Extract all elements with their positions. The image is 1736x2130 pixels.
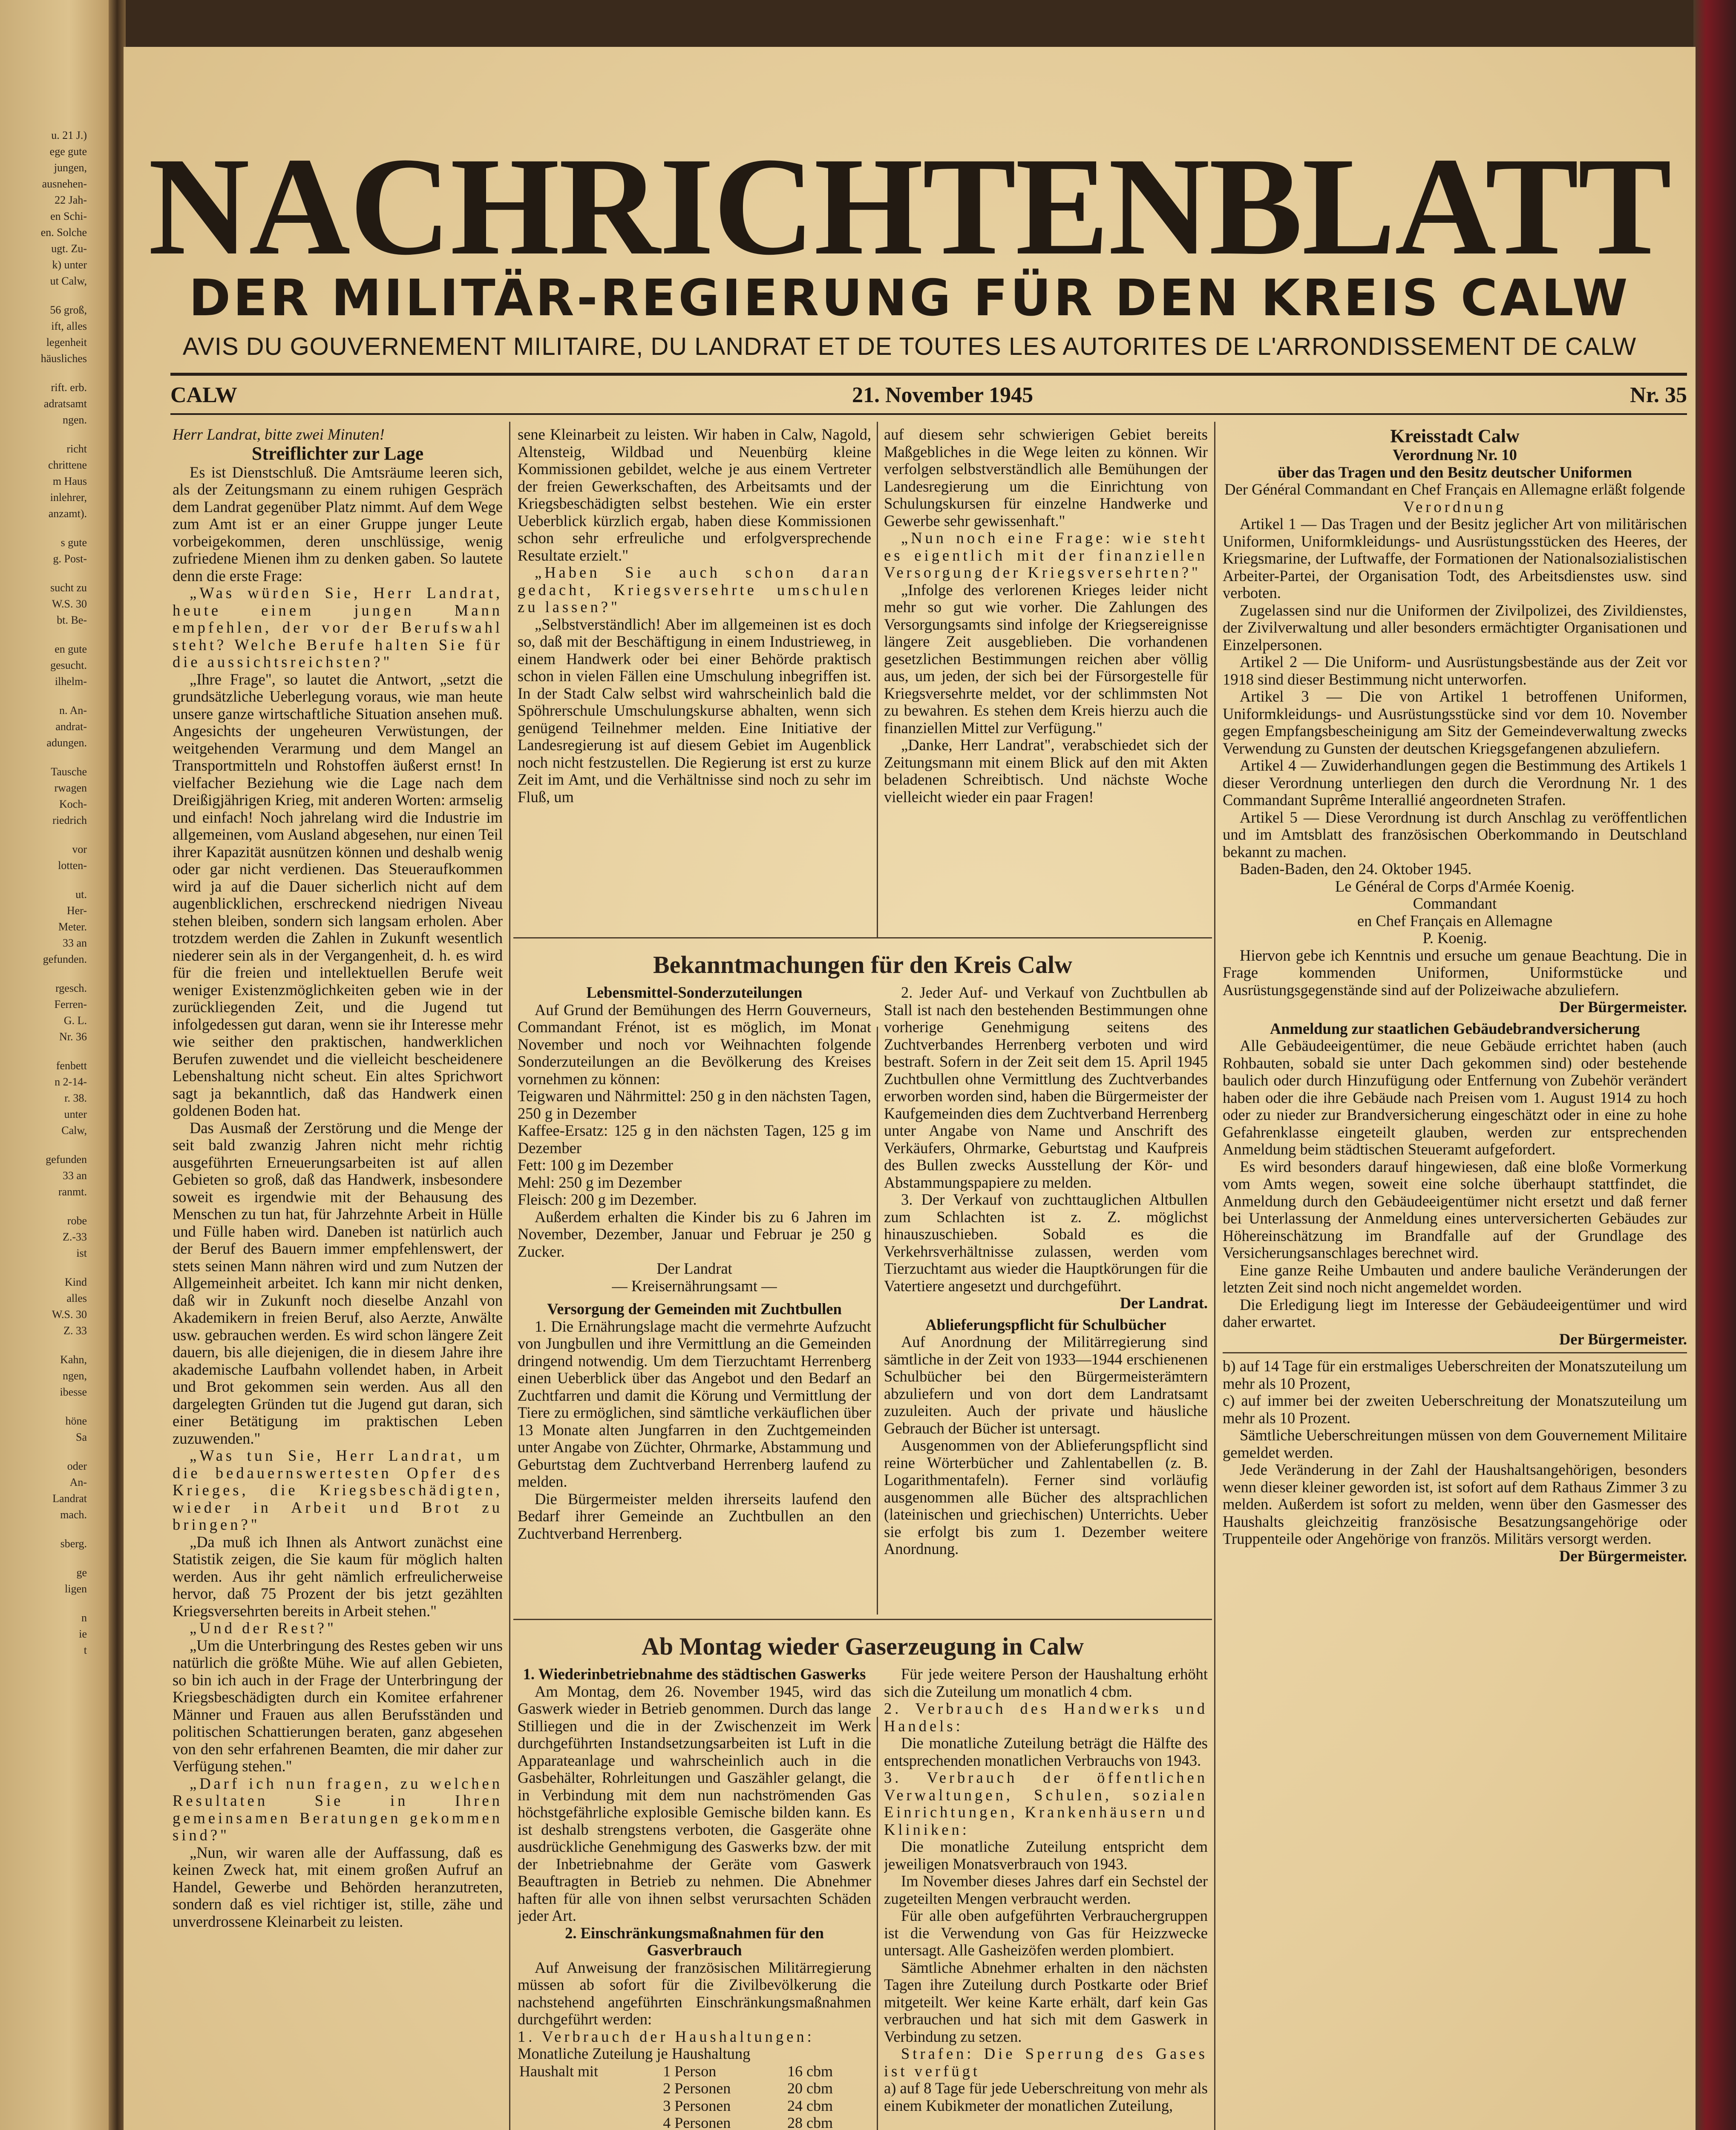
previous-page-fragment: Kahn,: [60, 1353, 87, 1366]
column-2-interview-cont: sene Kleinarbeit zu leisten. Wir haben in Calw, Nagold, Altensteig, Wildbad und Neuenbürg kleine Kommissionen gebildet, welche je aus einem Vertreter der freien Gewerkschaften, des Arbeitsamts und der Kriegsbeschädigten selbst bestehen. Wie ein erster Ueberblick kürzlich ergab, haben diese Kommissionen schon sehr erfreuliche und erfolgversprechende Resultate erzielt." „Haben Sie auch schon daran gedacht, Kriegsversehrte umschulen zu lassen?" „Selbstverständlich! Aber im allgemeinen ist es doch so, daß mit der Beschäftigung in einem Industrieweg, in einem Handwerk oder bei einer Behörde praktisch schon in vielen Fällen eine Umschulung inbegriffen ist. In der Stadt Calw selbst wird wahrscheinlich bald die Spöhrerschule Umschulungskurse abhalten, wenn sich genügend Teilnehmer melden. Eine Initiative der Landesregierung ist auf diesem Gebiet im Augenblick noch nicht festzustellen. Die Regierung ist erst zu kurze Zeit im Amt, und die Verhältnisse sind noch zu sehr im Fluß, um: [518, 426, 871, 806]
dateline-bottom-rule: [170, 413, 1687, 415]
column-3-notices: 2. Jeder Auf- und Verkauf von Zuchtbullen ab Stall ist nach den bestehenden Bestimmungen ohne vorherige Genehmigung seitens des Zuchtverbandes Herrenberg verboten und wird bestraft. Sofern in der Zeit seit dem 15. April 1945 Zuchtbullen ohne Vermittlung des Zuchtverbandes erworben worden sind, haben die Bürgermeister der Kaufgemeinden dies dem Zuchtverband Herrenberg unter Angabe von Name und Anschrift des Verkäufers, Ohrmarke, Geburtstag und Kaufpreis des Bullen zwecks Ausstellung der Kör- und Abstammungspapiere zu melden. 3. Der Verkauf von zuchttauglichen Altbullen zum Schlachten ist z. Z. möglichst hinauszuschieben. Sobald es die Verkehrsverhältnisse zulassen, werden vom Tierzuchtamt aus wieder die Hauptkörungen für die Vatertiere angesetzt und durchgeführt. Der Landrat. Ablieferungspflicht für Schulbücher Auf Anordnung der Militärregierung sind sämtliche in der Zeit von 1933—1944 erschienenen Schulbücher bei den Bürgermeisterämtern abzuliefern und von dort dem Landratsamt zuzuleiten. Auch der private und häusliche Gebrauch der Bücher ist untersagt. Ausgenommen von der Ablieferungspflicht sind reine Wörterbücher und Zahlentabellen (z. B. Logarithmentafeln). Ferner sind vorläufig ausgenommen alle Bücher des altsprachlichen (lateinischen und griechischen) Unterrichts. Ueber sie erfolgt bis zum 1. Dezember weitere Anordnung.: [884, 984, 1208, 1557]
previous-page-fragment: en. Solche: [40, 226, 87, 239]
previous-page-fragment: An-: [69, 1476, 87, 1488]
previous-page-fragment: G. L.: [63, 1014, 87, 1027]
previous-page-fragment: rift. erb.: [51, 381, 87, 394]
previous-page-fragment: n: [81, 1612, 87, 1624]
previous-page-fragment: gefunden: [46, 1153, 87, 1166]
previous-page-fragment: 33 an: [62, 937, 87, 949]
previous-page-fragment: jungen,: [54, 161, 87, 174]
previous-page-fragment: ranmt.: [58, 1186, 87, 1198]
previous-page-fragment: ngen.: [62, 414, 87, 426]
column-1-interview: Herr Landrat, bitte zwei Minuten! Streiflichter zur Lage Es ist Dienstschluß. Die Amtsräume leeren sich, als der Zeitungsmann zu einem ruhigen Gespräch dem Landrat gegenüber Platz nimmt. Auf dem Wege zum Amt ist er an einer Gruppe junger Leute vorbeigekommen, deren unschlüssige, wenig zufriedene Mienen ihm zu denken gaben. So lautete denn die erste Frage: „Was würden Sie, Herr Landrat, heute einem jungen Mann empfehlen, der vor der Berufswahl steht? Welche Berufe halten Sie für die aussichtsreichsten?" „Ihre Frage", so lautet die Antwort, „setzt die grundsätzliche Ueberlegung voraus, wie man heute unsere ganze wirtschaftliche Situation ansehen muß. Angesichts der ungeheuren Verwüstungen, der weitgehenden Verarmung und dem Mangel an Transportmitteln und Rohstoffen äußerst ernst! In vielfacher Beziehung wie die Lage nach dem Dreißigjährigen Krieg, mit anderen Worten: armselig und einfach! Noch jahrelang wird die Industrie im allgemeinen, vom Ausland abgesehen, nur einen Teil ihrer Kapazität ausnützen können und deshalb wenig oder gar nicht verdienen. Das Steueraufkommen wird ja auf die Dauer sicherlich nicht auf dem augenblicklichen, erschreckend niedrigen Niveau stehen bleiben, sondern sich langsam erholen. Aber trotzdem werden die Zahlen in Zukunft wesentlich niederer sein als in der Vergangenheit, d. h. es wird für die freien und intellektuellen Berufe weit weniger Existenzmöglichkeiten geben wie in der zurückliegenden Zeit, und die Jugend tut infolgedessen gut daran, wenn sie ihr Interesse mehr wie seither den praktischen, handwerklichen Berufen zuwendet und die vielleicht bescheidenere Lebenshaltung nicht scheut. Ein altes Sprichwort sagt ja bekanntlich, daß das Handwerk einen goldenen Boden hat. Das Ausmaß der Zerstörung und die Menge der seit bald zwanzig Jahren nicht mehr richtig ausgeführten Erneuerungsarbeiten ist auf allen Gebieten so groß, daß das Handwerk, insbesondere soweit es irgendwie mit der Behausung des Menschen zu tun hat, für Jahrzehnte Arbeit in Hülle und Fülle haben wird. Daneben ist natürlich auch der Beruf des Bauern immer empfehlenswert, der stets seinen Mann nähren wird und zum Nutzen der Allgemeinheit arbeitet. Ich kann mir nicht denken, daß wir in Zukunft noch dieselbe Anzahl von Akademikern in freien Beruf, also Aerzte, Anwälte usw. gebrauchen werden. Es wird schon längere Zeit dauern, bis alle diejenigen, die in diesem Jahre ihre akademische Laufbahn vollendet haben, in Arbeit und Brot gekommen sein werden. Aus all den dargelegten Gründen tut die Jugend gut daran, sich einer Betätigung im praktischen Leben zuzuwenden." „Was tun Sie, Herr Landrat, um die bedauernswertesten Opfer des Krieges, die Kriegsbeschädigten, wieder in Arbeit und Brot zu bringen?" „Da muß ich Ihnen als Antwort zunächst eine Statistik zeigen, die Sie kaum für möglich halten werden. Aus ihr geht nämlich erfreulicherweise hervor, daß 75 Prozent der bis jetzt gezählten Kriegsversehrten bereits in Arbeit stehen." „Und der Rest?" „Um die Unterbringung des Restes geben wir uns natürlich die größte Mühe. Wie auf allen Gebieten, so bin ich auch in der Frage der Unterbringung der Kriegsbeschädigten durch ein Komitee erfahrener Männer und Frauen aus allen Berufsständen und politischen Schattierungen beraten, ganz abgesehen von den sehr erfahrenen Beamten, die mir daher zur Verfügung stehen." „Darf ich nun fragen, zu welchen Resultaten Sie in Ihren gemeinsamen Beratungen gekommen sind?" „Nun, wir waren alle der Auffassung, daß es keinen Zweck hat, mit einem großen Aufruf an Handel, Gewerbe und Behörden heranzutreten, sondern daß es viel richtiger ist, stille, zähe und unverdrossene Kleinarbeit zu leisten.: [173, 426, 503, 1930]
previous-page-fragment: ilhelm-: [55, 675, 87, 688]
previous-page-fragment: W.S. 30: [52, 598, 87, 610]
section-rule-gas: [513, 1619, 1212, 1620]
previous-page-fragment: ngen,: [62, 1370, 87, 1382]
previous-page-fragment: k) unter: [52, 259, 87, 271]
previous-page-fragment: rgesch.: [55, 982, 87, 994]
previous-page-fragment: unter: [64, 1108, 87, 1120]
previous-page-fragment: sberg.: [60, 1537, 87, 1550]
previous-page-fragment: oder: [67, 1460, 87, 1472]
previous-page-strip: [0, 0, 115, 2130]
previous-page-fragment: W.S. 30: [52, 1308, 87, 1321]
dateline: [170, 375, 1687, 413]
previous-page-fragment: n 2-14-: [55, 1076, 87, 1088]
previous-page-fragment: ift, alles: [51, 320, 87, 332]
previous-page-fragment: Kind: [65, 1276, 87, 1288]
previous-page-fragment: en gute: [55, 643, 87, 655]
previous-page-fragment: Calw,: [61, 1124, 87, 1137]
column-rule-2-bottom: [877, 1717, 878, 2130]
previous-page-fragment: Ferren-: [54, 998, 87, 1010]
previous-page-fragment: Sa: [76, 1431, 87, 1443]
previous-page-fragment: t: [83, 1644, 87, 1656]
previous-page-fragment: r. 38.: [64, 1092, 87, 1104]
section-rule-bekanntmachungen: [513, 937, 1212, 938]
previous-page-fragment: ge: [76, 1566, 87, 1579]
previous-page-fragment: sucht zu: [50, 581, 87, 594]
previous-page-fragment: Nr. 36: [59, 1030, 87, 1043]
column-rule-2-mid: [877, 1027, 878, 1615]
previous-page-fragment: robe: [67, 1215, 87, 1227]
previous-page-fragment: bt. Be-: [57, 614, 87, 626]
previous-page-fragment: gesucht.: [50, 659, 87, 671]
previous-page-fragment: ie: [79, 1628, 87, 1640]
heading-lebensmittel: Lebensmittel-Sonderzuteilungen: [586, 984, 803, 1001]
previous-page-fragment: höne: [65, 1415, 87, 1427]
previous-page-fragment: Koch-: [59, 798, 87, 810]
dateline-number: Nr. 35: [1630, 383, 1687, 407]
previous-page-fragment: häusliches: [40, 352, 87, 365]
previous-page-fragment: anzamt).: [48, 507, 87, 520]
heading-kreisstadt: Kreisstadt Calw: [1390, 426, 1520, 446]
dateline-date: 21. November 1945: [852, 383, 1034, 407]
previous-page-fragment: Z. 33: [63, 1324, 87, 1337]
previous-page-fragment: Tausche: [51, 766, 87, 778]
previous-page-fragment: andrat-: [55, 720, 87, 733]
previous-page-fragment: riedrich: [52, 814, 87, 826]
masthead-title: NACHRICHTENBLATT: [148, 129, 1671, 284]
previous-page-fragment: adratsamt: [43, 397, 87, 410]
previous-page-fragment: en Schi-: [50, 210, 87, 222]
section-heading-gas: Ab Montag wieder Gaserzeugung in Calw: [641, 1632, 1084, 1660]
section-heading-bekanntmachungen: Bekanntmachungen für den Kreis Calw: [653, 951, 1072, 979]
previous-page-fragment: 22 Jah-: [55, 194, 87, 206]
previous-page-fragment: Her-: [66, 904, 87, 917]
book-gutter: [109, 0, 126, 2130]
previous-page-fragment: adungen.: [46, 737, 87, 749]
previous-page-fragment: Landrat: [52, 1492, 87, 1505]
masthead-avis: AVIS DU GOUVERNEMENT MILITAIRE, DU LANDRAT ET DE TOUTES LES AUTORITES DE L'ARRONDISSEMENT DE CALW: [182, 333, 1637, 360]
column-3-gas: Für jede weitere Person der Haushaltung erhöht sich die Zuteilung um monatlich 4 cbm. 2. Verbrauch des Handwerks und Handels: Die monatliche Zuteilung beträgt die Hälfte des entsprechenden monatlichen Verbrauchs von 1943. 3. Verbrauch der öffentlichen Verwaltungen, Schulen, sozialen Einrichtungen, Krankenhäusern und Kliniken: Die monatliche Zuteilung entspricht dem jeweiligen Monatsverbrauch von 1943. Im November dieses Jahres darf ein Sechstel der zugeteilten Mengen verbraucht werden. Für alle oben aufgeführten Verbrauchergruppen ist die Verwendung von Gas für Heizzwecke untersagt. Alle Gasheizöfen werden plombiert. Sämtliche Abnehmer erhalten in den nächsten Tagen ihre Zuteilung durch Postkarte oder Brief mitgeteilt. Wer keine Karte erhält, darf kein Gas verbrauchen und hat sich mit dem Gaswerk in Verbindung zu setzen. Strafen: Die Sperrung des Gases ist verfügt a) auf 8 Tage für jede Ueberschreitung von mehr als einem Kubikmeter der monatlichen Zuteilung,: [884, 1666, 1208, 2114]
interview-kicker: Herr Landrat, bitte zwei Minuten!: [173, 426, 385, 443]
heading-zuchtbullen: Versorgung der Gemeinden mit Zuchtbullen: [547, 1300, 842, 1318]
previous-page-fragment: lotten-: [58, 859, 87, 872]
previous-page-fragment: Meter.: [58, 921, 87, 933]
previous-page-fragment: n. An-: [59, 704, 87, 717]
previous-page-fragment: g. Post-: [53, 553, 87, 565]
column-4-stadt: Kreisstadt Calw Verordnung Nr. 10 über das Tragen und den Besitz deutscher Uniformen Der Général Commandant en Chef Français en Allemagne erläßt folgende Verordnung Artikel 1 — Das Tragen und der Besitz jeglicher Art von militärischen Uniformen, Uniformkleidungs- und Ausrüstungsstücken des Heeres, der Kriegsmarine, der Luftwaffe, der Formationen der Nationalsozialistischen Arbeiter-Partei, der Organisation Todt, des Arbeitsdienstes usw. sind verboten. Zugelassen sind nur die Uniformen der Zivilpolizei, des Zivildienstes, der Zivilverwaltung und aller besonders ermächtigter Organisationen und Einzelpersonen. Artikel 2 — Die Uniform- und Ausrüstungsbestände aus der Zeit vor 1918 sind dieser Bestimmung nicht unterworfen. Artikel 3 — Die von Artikel 1 betroffenen Uniformen, Uniformkleidungs- und Ausrüstungsstücke sind vor dem 10. November gegen Empfangsbescheinigung am Sitz der Gemeindeverwaltung zwecks Verwendung zu Gunsten der deutschen Kriegsgefangenen abzuliefern. Artikel 4 — Zuwiderhandlungen gegen die Bestimmung des Artikels 1 dieser Verordnung unterliegen den durch die Verordnung Nr. 1 des Commandant Suprême Interallié angeordneten Strafen. Artikel 5 — Diese Verordnung ist durch Anschlag zu veröffentlichen und im Amtsblatt des französischen Oberkommando in Deutschland bekannt zu machen. Baden-Baden, den 24. Oktober 1945. Le Général de Corps d'Armée Koenig. Commandant en Chef Français en Allemagne P. Koenig. Hiervon gebe ich Kenntnis und ersuche um genaue Beachtung. Die in Frage kommenden Uniformen, Uniformstücke und Ausrüstungsgegenstände sind auf der Polizeiwache abzuliefern. Der Bürgermeister. Anmeldung zur staatlichen Gebäudebrandversicherung Alle Gebäudeeigentümer, die neue Gebäude errichtet haben (auch Rohbauten, sobald sie unter Dach gekommen sind) oder bestehende baulich oder durch Hinzufügung oder Entfernung von Zubehör verändert haben oder die ihre Gebäude nach Preisen vom 1. August 1914 zu hoch oder zu nieder zur Brandversicherung eingeschätzt oder in eine zu hohe Gefahrenklasse eingeteilt glauben, werden zur entsprechenden Anmeldung beim städtischen Steueramt aufgefordert. Es wird besonders darauf hingewiesen, daß eine bloße Vormerkung vom Amts wegen, soweit eine solche überhaupt stattfindet, die Anmeldung durch den Gebäudeeigentümer nicht ersetzt und daß ferner bei Unterlassung der Anmeldung eines unterversicherten Gebäudes zur Höhereinschätzung im Brandfalle auf der Grundlage des Versicherungsanschlages berechnet wird. Eine ganze Reihe Umbauten und andere bauliche Veränderungen der letzten Zeit sind noch nicht angemeldet worden. Die Erledigung liegt im Interesse der Gebäudeeigentümer und wird daher erwartet. Der Bürgermeister. b) auf 14 Tage für ein erstmaliges Ueberschreiten der Monatszuteilung um mehr als 10 Prozent, c) auf immer bei der zweiten Ueberschreitung der Monatszuteilung um mehr als 10 Prozent. Sämtliche Ueberschreitungen müssen von dem Gouvernement Militaire gemeldet werden. Jede Veränderung in der Zahl der Haushaltsangehörigen, besonders wenn dieser kleiner geworden ist, ist sofort auf dem Rathaus Zimmer 3 zu melden. Außerdem ist sofort zu melden, wenn über den Gasmesser des Haushalts gleichzeitig französische Besatzungsangehörige oder Truppenteile oder Angehörige von französ. Militärs versorgt werden. Der Bürgermeister.: [1223, 426, 1687, 1565]
gas-ration-table: Haushalt mit 1 Person 16 cbm 2 Personen 20 cbm 3 Personen 24 cbm 4 Personen 28 cbm: [519, 2062, 833, 2130]
previous-page-fragment: ligen: [65, 1583, 87, 1595]
column-rule-3: [1214, 422, 1215, 2130]
column-rule-2-top: [877, 422, 878, 937]
heading-schulbuecher: Ablieferungspflicht für Schulbücher: [925, 1315, 1166, 1333]
dateline-place: CALW: [170, 383, 238, 407]
previous-page-fragment: ibesse: [60, 1386, 87, 1398]
previous-page-fragment: u. 21 J.): [51, 129, 87, 141]
book-edge: [1693, 0, 1736, 2130]
previous-page-fragment: 56 groß,: [50, 304, 87, 316]
previous-page-fragment: rwagen: [54, 782, 87, 794]
previous-page-fragment: fenbett: [56, 1059, 87, 1072]
previous-page-fragment: s gute: [60, 536, 87, 549]
previous-page-fragment: mach.: [60, 1508, 87, 1521]
previous-page-fragment: ausnehen-: [42, 178, 87, 190]
previous-page-fragment: ege gute: [49, 145, 87, 158]
interview-headline: Streiflichter zur Lage: [251, 443, 424, 464]
previous-page-fragment: m Haus: [52, 475, 87, 487]
previous-page-fragment: legenheit: [46, 336, 87, 348]
previous-page-fragment: ugt. Zu-: [51, 242, 87, 255]
previous-page-fragment: Z.-33: [62, 1231, 87, 1243]
previous-page-fragment: ut.: [75, 888, 87, 901]
previous-page-fragment: ist: [76, 1247, 87, 1259]
column-2-notices: Lebensmittel-Sonderzuteilungen Auf Grund der Bemühungen des Herrn Gouverneurs, Commandant Frénot, ist es möglich, im Monat November und noch vor Weihnachten folgende Sonderzuteilungen an die Bevölkerung des Kreises vornehmen zu können: Teigwaren und Nährmittel: 250 g in den nächsten Tagen, 250 g in Dezember Kaffee-Ersatz: 125 g in den nächsten Tagen, 125 g im Dezember Fett: 100 g im Dezember Mehl: 250 g im Dezember Fleisch: 200 g im Dezember. Außerdem erhalten die Kinder bis zu 6 Jahren im November, Dezember, Januar und Februar je 250 g Zucker. Der Landrat — Kreisernährungsamt — Versorgung der Gemeinden mit Zuchtbullen 1. Die Ernährungslage macht die vermehrte Aufzucht von Jungbullen und ihre Vermittlung an die Gemeinden dringend notwendig. Um dem Tierzuchtamt Herrenberg einen Ueberblick über das Angebot und den Bedarf an Zuchtfarren und damit die Körung und Vermittlung der Tiere zu ermöglichen, sind sämtliche verkäuflichen über 13 Monate alten Jungfarren in den Zuchtgemeinden unter Angabe von Züchter, Ohrmarke, Abstammung und Geburtstag dem Zuchtverband Herrenberg laufend zu melden. Die Bürgermeister melden ihrerseits laufend den Bedarf ihrer Gemeinde an Zuchtbullen an den Zuchtverband Herrenberg.: [518, 984, 871, 1542]
column-rule-1: [509, 422, 510, 2130]
masthead-subtitle: DER MILITÄR-REGIERUNG FÜR DEN KREIS CALW: [189, 268, 1630, 327]
previous-page-fragment: alles: [66, 1292, 87, 1304]
previous-page-fragment: gefunden.: [43, 953, 87, 965]
column-2-gas: 1. Wiederinbetriebnahme des städtischen Gaswerks Am Montag, dem 26. November 1945, wird das Gaswerk wieder in Betrieb genommen. Durch das lange Stilliegen und die in der Zwischenzeit im Werk durchgeführten Instandsetzungsarbeiten ist Luft in die Apparateanlage und wahrscheinlich auch in die Gasbehälter, Rohrleitungen und Gaszähler gelangt, die in Verbindung mit dem nun nachströmenden Gas höchstgefährliche explosible Gemische bilden kann. Es ist deshalb strengstens verboten, die Gasgeräte ohne ausdrückliche Genehmigung des Gaswerks bzw. der mit der Inbetriebnahme der Geräte vom Gaswerk Beauftragten in Betrieb zu nehmen. Die Abnehmer haften für alle von ihnen selbst verursachten Schäden jeder Art. 2. Einschränkungsmaßnahmen für den Gasverbrauch Auf Anweisung der französischen Militärregierung müssen ab sofort für die Zivilbevölkerung die nachstehend angeführten Einschränkungsmaßnahmen durchgeführt werden: 1. Verbrauch der Haushaltungen: Monatliche Zuteilung je Haushaltung Haushalt mit 1 Person 16 cbm 2 Personen 20 cbm 3 Personen 24 cbm 4 Personen 28 cbm: [518, 1666, 871, 2130]
previous-page-fragment: vor: [72, 843, 87, 855]
previous-page-fragment: ut Calw,: [50, 275, 87, 287]
previous-page-fragment: richt: [66, 443, 87, 455]
newspaper-page: [124, 47, 1696, 2130]
column-3-interview-end: auf diesem sehr schwierigen Gebiet bereits Maßgebliches in die Wege leiten zu können. Wir verfolgen selbstverständlich alle Bemühungen der Landesregierung um die Einrichtung von Schulungskursen für einzelne Handwerke und Gewerbe sehr gewissenhaft." „Nun noch eine Frage: wie steht es eigentlich mit der finanziellen Versorgung der Kriegsversehrten?" „Infolge des verlorenen Krieges leider nicht mehr so gut wie vorher. Die Zahlungen des Versorgungsamts sind infolge der Kriegsereignisse längere Zeit ausgeblieben. Die vorhandenen gesetzlichen Bestimmungen reichen aber völlig aus, um jeden, der sich bei der Fürsorgestelle für Kriegsversehrte meldet, vor der schlimmsten Not zu bewahren. Es stehen dem Kreis hierzu auch die finanziellen Mittel zur Verfügung." „Danke, Herr Landrat", verabschiedet sich der Zeitungsmann mit einem Blick auf den mit Akten beladenen Schreibtisch. Und nächste Woche vielleicht wieder ein paar Fragen!: [884, 426, 1208, 806]
previous-page-fragment: inlehrer,: [50, 491, 87, 504]
previous-page-fragment: 33 an: [62, 1169, 87, 1182]
previous-page-fragment: chrittene: [48, 459, 87, 471]
